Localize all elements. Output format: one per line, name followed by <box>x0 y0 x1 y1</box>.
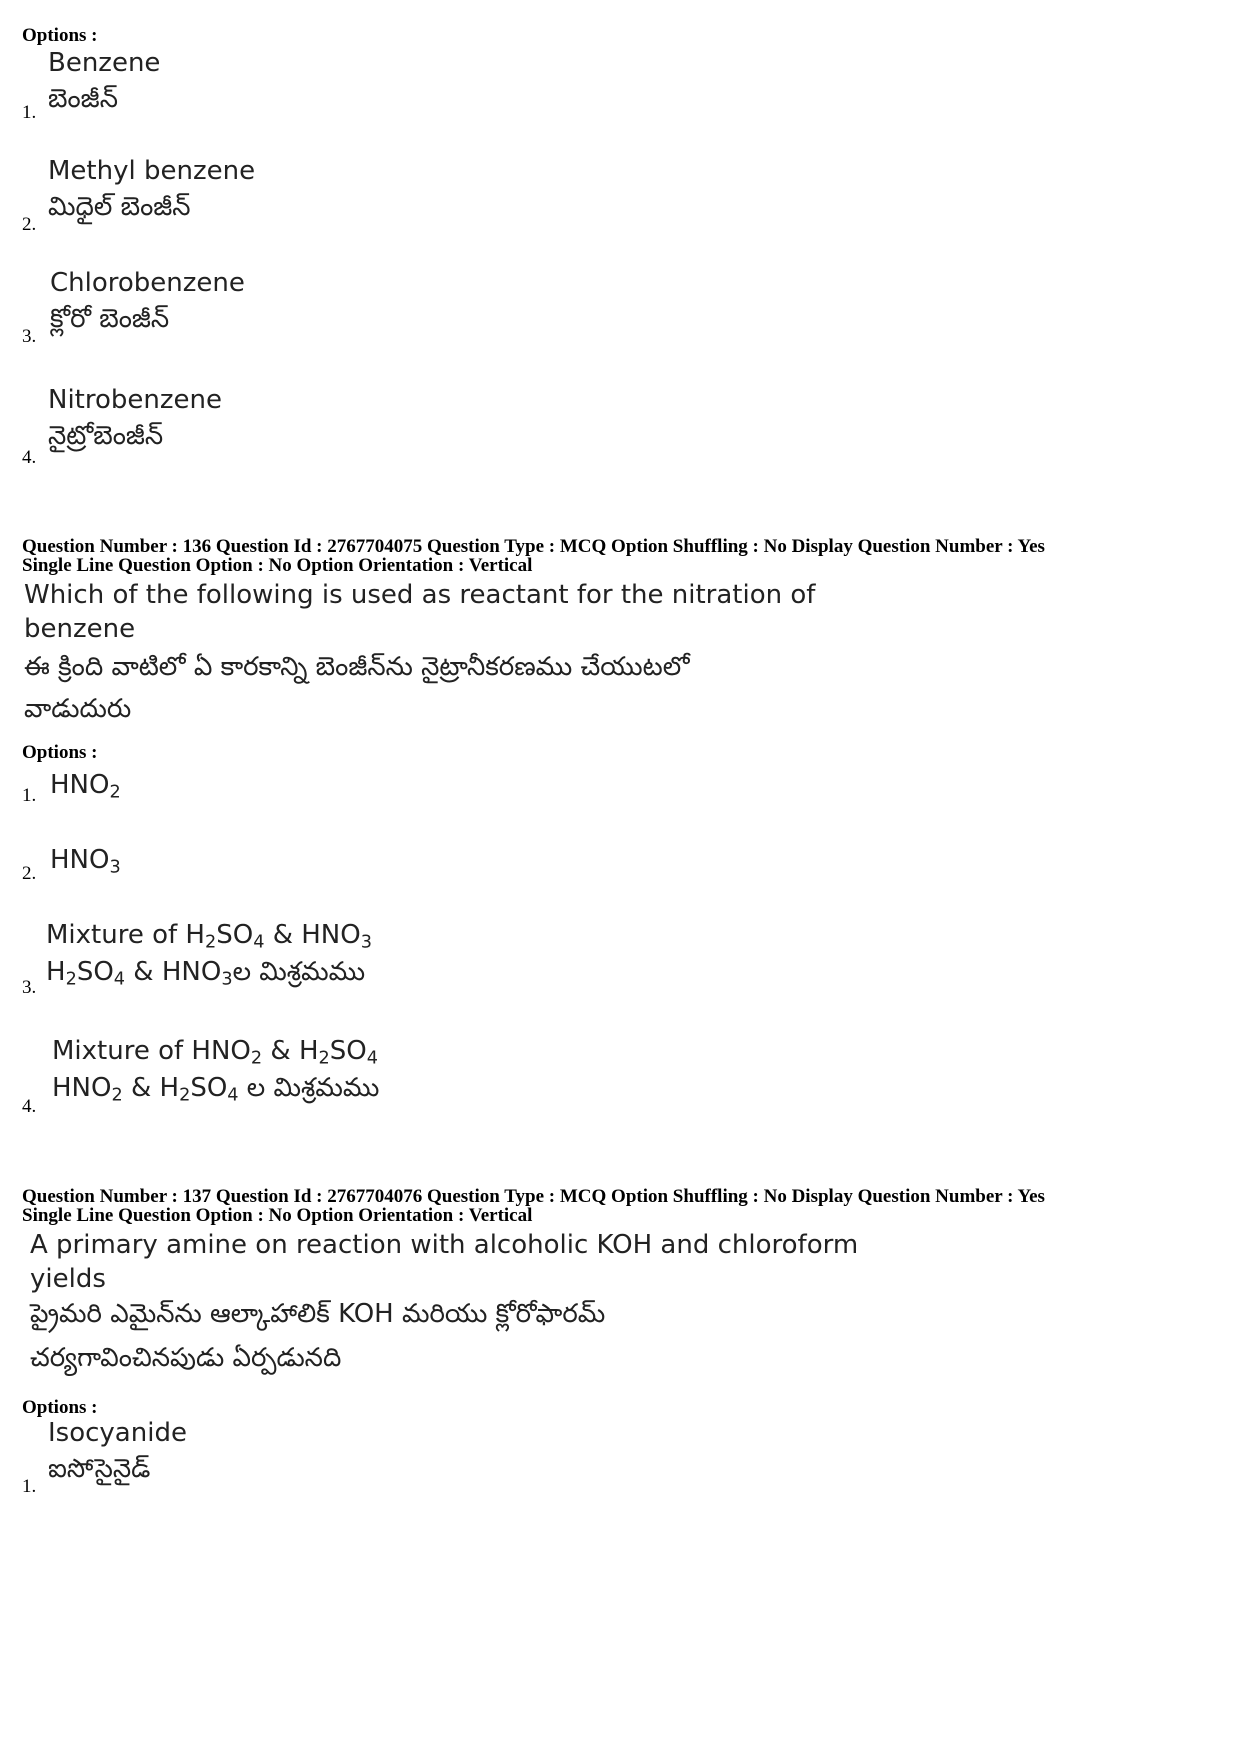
option-3-telugu: క్లోరో బెంజీన్ <box>50 304 170 334</box>
options-label: Options : <box>22 742 98 763</box>
q136-option-4-number: 4. <box>22 1096 37 1117</box>
question-137-text-telugu-2: చర్యగావించినపుడు ఏర్పడునది <box>30 1343 342 1373</box>
option-2-english: Methyl benzene <box>48 156 256 186</box>
q136-option-3-number: 3. <box>22 977 37 998</box>
q136-option-1-number: 1. <box>22 785 37 806</box>
question-137-text-english-2: yields <box>30 1264 106 1294</box>
options-label: Options : <box>22 1397 98 1418</box>
question-136-header-line2: Single Line Question Option : No Option Orientation : Vertical <box>22 555 533 576</box>
question-136-header-line1: Question Number : 136 Question Id : 2767704075 Question Type : MCQ Option Shuffling : No Display Question Number : Yes <box>22 536 1045 557</box>
option-1-number: 1. <box>22 102 37 123</box>
q136-option-3-english: Mixture of $H_2SO_4$ & $HNO_3$ <box>46 920 372 953</box>
q136-option-3-telugu: $H_2SO_4$ & $HNO_3ల$ మిశ్రమము <box>46 957 366 990</box>
question-137-header-line1: Question Number : 137 Question Id : 2767704076 Question Type : MCQ Option Shuffling : No Display Question Number : Yes <box>22 1186 1045 1207</box>
option-3-number: 3. <box>22 326 37 347</box>
q137-option-1-number: 1. <box>22 1476 37 1497</box>
question-137-text-telugu-1: ప్రైమరి ఎమైన్‌ను ఆల్కాహాలిక్ KOH మరియు క్లోరోఫారమ్ <box>30 1299 606 1329</box>
question-137-text-english-1: A primary amine on reaction with alcoholic KOH and chloroform <box>30 1230 859 1260</box>
q137-option-1-english: Isocyanide <box>48 1418 187 1448</box>
question-136-text-telugu-2: వాడుదురు <box>24 694 132 724</box>
q136-option-4-telugu: $HNO_2$ & $H_2SO_4$ ల మిశ్రమము <box>52 1073 380 1106</box>
option-4-telugu: నైట్రోబెంజీన్ <box>48 421 164 451</box>
option-4-number: 4. <box>22 447 37 468</box>
question-136-text-telugu-1: ఈ క్రింది వాటిలో ఏ కారకాన్ని బెంజీన్‌ను నైట్రానీకరణము చేయుటలో <box>24 652 690 682</box>
option-2-telugu: మిధైల్ బెంజీన్ <box>48 192 191 222</box>
option-1-telugu: బెంజీన్ <box>48 84 118 114</box>
option-3-english: Chlorobenzene <box>50 268 245 298</box>
q136-option-2-english: $HNO_3$ <box>50 845 121 878</box>
question-136-text-english-1: Which of the following is used as reactant for the nitration of <box>24 580 816 610</box>
option-2-number: 2. <box>22 214 37 235</box>
options-label: Options : <box>22 25 98 46</box>
q136-option-1-english: $HNO_2$ <box>50 770 121 803</box>
option-1-english: Benzene <box>48 48 161 78</box>
q136-option-4-english: Mixture of $HNO_2$ & $H_2SO_4$ <box>52 1036 378 1069</box>
question-136-text-english-2: benzene <box>24 614 136 644</box>
q137-option-1-telugu: ఐసోసైనైడ్ <box>48 1454 151 1484</box>
q136-option-2-number: 2. <box>22 863 37 884</box>
question-137-header-line2: Single Line Question Option : No Option Orientation : Vertical <box>22 1205 533 1226</box>
option-4-english: Nitrobenzene <box>48 385 222 415</box>
